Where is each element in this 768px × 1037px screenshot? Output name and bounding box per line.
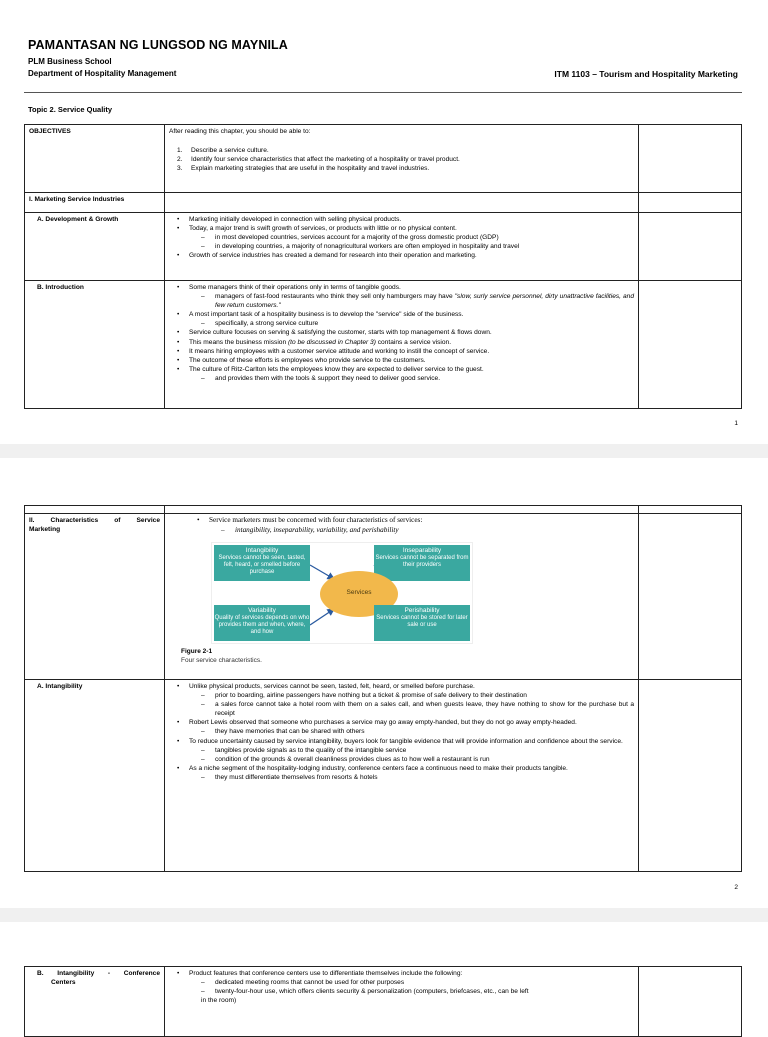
page-number: 1 [734, 420, 738, 427]
table-row [25, 213, 742, 281]
table-row [25, 514, 742, 680]
table-row [25, 506, 742, 514]
institution-name: PAMANTASAN NG LUNGSOD NG MAYNILA [28, 38, 288, 52]
objective-item: 1. Describe a service culture. [177, 147, 269, 155]
characteristics-label: II. Characteristics of Service Marketing [25, 514, 165, 680]
topic-title: Topic 2. Service Quality [28, 105, 113, 114]
table-row [25, 281, 742, 409]
page2-outline-table [24, 505, 742, 872]
services-oval: Services [320, 571, 398, 617]
objectives-content [165, 125, 639, 193]
objective-item: 3. Explain marketing strategies that are useful in the hospitality and travel industries. [177, 165, 430, 173]
department-name: Department of Hospitality Management [28, 69, 177, 78]
introduction-content: • Some managers think of their operations only in terms of tangible goods. – managers of fast-food restaurants who think they sell only hamburgers may have "slow, surly service personnel, dirty unattractive facilities, and few return customers." • A most important task of a hospitality business is to develop the "service" side of the business. – specifically, a strong service culture • Service culture focuses on serving & satisfying the customer, starts with top management & flows down. • This means the business mission (to be discussed in Chapter 3) contains a service vision. • It means hiring employees with a customer service attitude and working to instill the concept of service. • The outcome of these efforts is employees who provide service to the customers. • The culture of Ritz-Carlton lets the employees know they are expected to deliver service to the guest. – and provides them with the tools & support they need to deliver good service. [165, 281, 639, 409]
page-separator [0, 908, 768, 922]
introduction-label: B. Introduction [25, 281, 165, 409]
objective-item: 2. Identify four service characteristics that affect the marketing of a hospitality or travel product. [177, 156, 460, 164]
four-characteristics-diagram [211, 542, 473, 644]
page-number: 2 [734, 884, 738, 891]
conference-centers-content: • Product features that conference centers use to differentiate themselves include the following: – dedicated meeting rooms that cannot be used for other purposes – twenty-four-hour use, which offers clients security & personalization (computers, briefcases, etc., can be left in the room) [165, 967, 639, 1037]
table-row [25, 967, 742, 1037]
variability-box: Variability Quality of services depends on who provides them and when, where, and how [214, 605, 310, 641]
characteristics-content: • Service marketers must be concerned with four characteristics of services: – intangibility, inseparability, variability, and perishability Intangibility Services cannot be seen, tasted, felt, heard, or smelled before purchase Inseparability Services cannot be separated from their providers Services Variability Quality of services depends on who provides them and when, where, and how Perishability Services cannot be stored for later sale or use Figure 2-1 Four service characteristics. [165, 514, 639, 680]
intangibility-box: Intangibility Services cannot be seen, tasted, felt, heard, or smelled before purchase [214, 545, 310, 581]
figure-caption: Figure 2-1 [181, 647, 213, 655]
intangibility-label: A. Intangibility [25, 680, 165, 872]
objectives-intro: After reading this chapter, you should be able to: [169, 128, 311, 135]
school-name: PLM Business School [28, 57, 112, 66]
section-heading: I. Marketing Service Industries [25, 193, 165, 213]
course-title: ITM 1103 – Tourism and Hospitality Marketing [554, 69, 738, 79]
page-separator [0, 444, 768, 458]
conference-centers-label: B. Intangibility - Conference Centers [25, 967, 165, 1037]
table-row [25, 193, 742, 213]
intangibility-content: • Unlike physical products, services cannot be seen, tasted, felt, heard, or smelled before purchase. – prior to boarding, airline passengers have nothing but a ticket & promise of safe delivery to their destination – a sales force cannot take a hotel room with them on a sales call, and when guests leave, they have nothing to show for the purchase but a receipt • Robert Lewis observed that someone who purchases a service may go away empty-handed, but they do not go away empty-headed. – they have memories that can be shared with others • To reduce uncertainty caused by service intangibility, buyers look for tangible evidence that will provide information and confidence about the service. – tangibles provide signals as to the quality of the intangible service – condition of the grounds & overall cleanliness provides clues as to how well a restaurant is run • As a niche segment of the hospitality-lodging industry, conference centers face a continuous need to make their products tangible. – they must differentiate themselves from resorts & hotels [165, 680, 639, 872]
table-row [25, 125, 742, 193]
perishability-box: Perishability Services cannot be stored for later sale or use [374, 605, 470, 641]
notes-cell [639, 125, 742, 193]
development-growth-label: A. Development & Growth [25, 213, 165, 281]
objectives-label: OBJECTIVES [25, 125, 165, 193]
figure-subtitle: Four service characteristics. [181, 656, 262, 664]
header-rule [24, 92, 742, 93]
page1-outline-table [24, 124, 742, 409]
development-growth-content: • Marketing initially developed in connection with selling physical products. • Today, a major trend is swift growth of services, or products with little or no physical content. – in most developed countries, services account for a majority of the gross domestic product (GDP) – in developing countries, a majority of nonagricultural workers are often employed in hospitality and travel • Growth of service industries has created a demand for research into their operation and marketing. [165, 213, 639, 281]
page3-outline-table [24, 966, 742, 1037]
table-row [25, 680, 742, 872]
inseparability-box: Inseparability Services cannot be separated from their providers [374, 545, 470, 581]
